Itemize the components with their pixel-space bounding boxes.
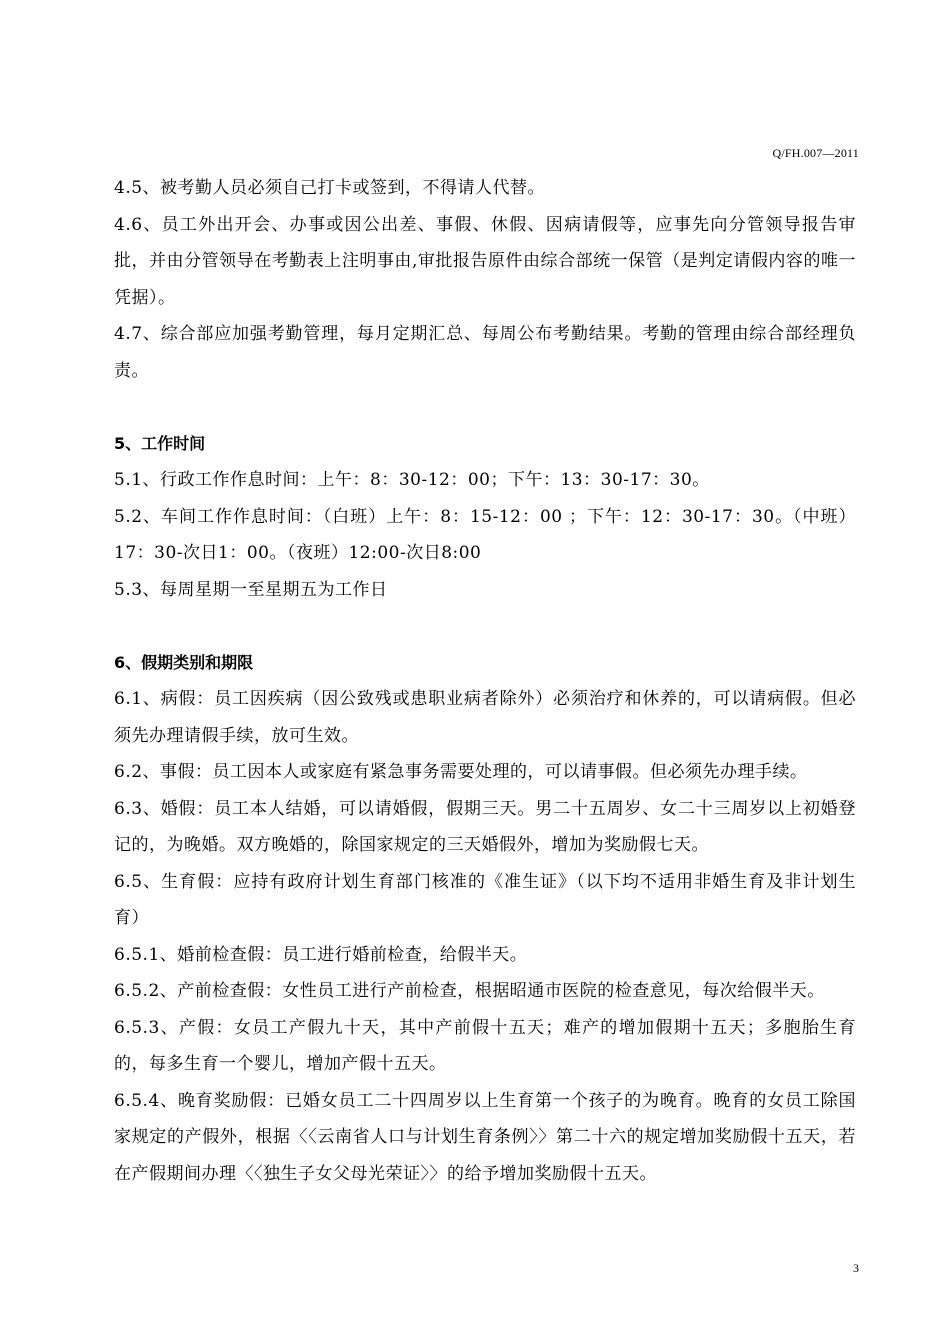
- clause-6-2: 6.2、事假：员工因本人或家庭有紧急事务需要处理的，可以请事假。但必须先办理手续。: [114, 762, 808, 782]
- clause-6-1: 6.1、病假：员工因疾病（因公致残或患职业病者除外）必须治疗和休养的，可以请病假。但必须先办理请假手续，放可生效。: [114, 689, 856, 746]
- clause-6-5-2: 6.5.2、产前检查假：女性员工进行产前检查，根据昭通市医院的检查意见，每次给假半天。: [114, 981, 825, 1001]
- clause-6-5-3: 6.5.3、产假：女员工产假九十天，其中产前假十五天；难产的增加假期十五天；多胞胎生育的，每多生育一个婴儿，增加产假十五天。: [114, 1017, 856, 1074]
- clause-4-7: 4.7、综合部应加强考勤管理，每月定期汇总、每周公布考勤结果。考勤的管理由综合部经理负责。: [114, 324, 856, 381]
- document-code: Q/FH.007—2011: [772, 146, 859, 160]
- section-heading-6: 6、假期类别和期限: [114, 652, 254, 672]
- clause-5-1: 5.1、行政工作作息时间：上午：8：30-12：00；下午：13：30-17：30。: [114, 470, 710, 490]
- section-spacer: [114, 608, 856, 645]
- clause-5-3: 5.3、每周星期一至星期五为工作日: [114, 579, 388, 600]
- clause-6-5-1: 6.5.1、婚前检查假：员工进行婚前检查，给假半天。: [114, 944, 528, 965]
- clause-6-5: 6.5、生育假：应持有政府计划生育部门核准的《准生证》（以下均不适用非婚生育及非计划生育）: [114, 871, 856, 928]
- section-heading-5: 5、工作时间: [114, 433, 206, 453]
- document-body: [114, 170, 856, 1192]
- clause-4-5: 4.5、被考勤人员必须自己打卡或签到，不得请人代替。: [114, 178, 546, 198]
- clause-4-6: 4.6、员工外出开会、办事或因公出差、事假、休假、因病请假等，应事先向分管领导报告审批，并由分管领导在考勤表上注明事由,审批报告原件由综合部统一保管（是判定请假内容的唯一凭据）。: [114, 214, 856, 308]
- section-spacer: [114, 389, 856, 426]
- clause-5-2: 5.2、车间工作作息时间：（白班）上午：8：15-12：00 ；下午：12：30-17：30。（中班）17：30-次日1：00。（夜班）12:00-次日8:00: [114, 506, 856, 563]
- clause-6-3: 6.3、婚假：员工本人结婚，可以请婚假，假期三天。男二十五周岁、女二十三周岁以上初婚登记的，为晚婚。双方晚婚的，除国家规定的三天婚假外，增加为奖励假七天。: [114, 798, 856, 855]
- clause-6-5-4: 6.5.4、晚育奖励假：已婚女员工二十四周岁以上生育第一个孩子的为晚育。晚育的女员工除国家规定的产假外，根据〈〈云南省人口与计划生育条例〉〉第二十六的规定增加奖励假十五天，若在产假期间办理〈〈独生子女父母光荣证〉〉的给予增加奖励假十五天。: [114, 1090, 856, 1184]
- page-number: 3: [853, 1261, 859, 1275]
